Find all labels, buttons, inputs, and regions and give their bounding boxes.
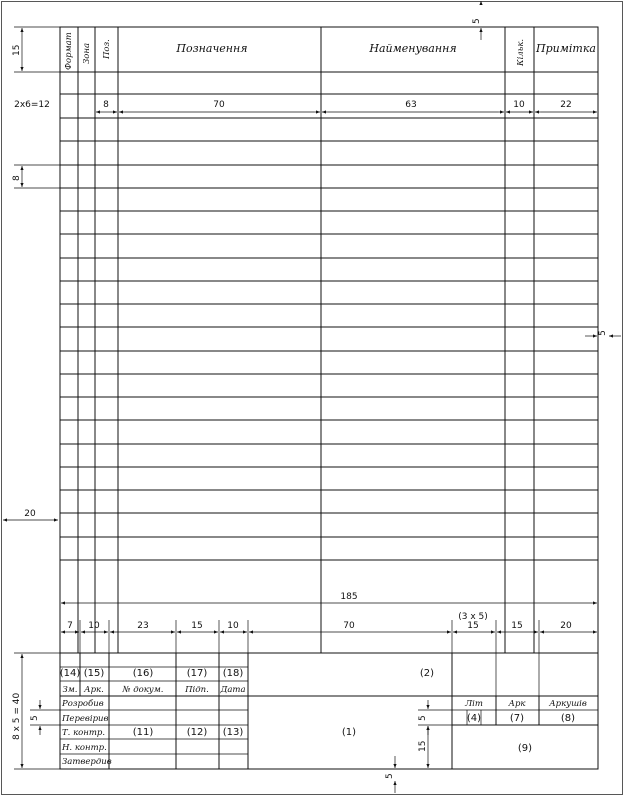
tb-label-zm: Зм. [62,685,78,695]
header-pos: Поз. [102,39,112,59]
header-zone: Зона [82,42,92,64]
tb-field-4: (4) [466,713,482,724]
dim-tb-row-label: 5 [30,715,40,721]
tb-field-8: (8) [560,713,576,724]
tb-field-16: (16) [132,668,154,679]
dim-col-note-label: 22 [560,100,572,110]
tb-field-7: (7) [509,713,525,724]
header-designation: Позначення [176,42,248,55]
dim-col-qty [506,100,533,112]
tb-field-14: (14) [59,668,81,679]
tb-dim-c3: 23 [137,621,149,631]
dim-col-name [322,100,504,112]
dim-col-designation-label: 70 [213,100,225,110]
dim-left-margin-label: 20 [24,509,36,519]
dim-tb-height-label: 8 x 5 = 40 [12,692,22,740]
tb-field-13: (13) [222,727,244,738]
tb-dim-c6: 70 [343,621,355,631]
tb-field-17: (17) [186,668,208,679]
tb-field-1: (1) [341,727,357,738]
tb-label-sheet: Арк [508,699,526,709]
table-columns [78,27,534,653]
dim-col-pos-label: 8 [103,100,109,110]
dim-bottom-margin-label: 5 [385,773,395,779]
dim-tb-right-row-label: 5 [418,715,428,721]
dim-col-designation [119,100,320,112]
dim-tb-right-row [418,700,452,735]
dim-tb-row [30,700,60,735]
tb-field-15: (15) [83,668,105,679]
tb-label-n-control: Н. контр. [62,743,107,753]
tb-label-checked: Перевірив [62,714,109,724]
header-format: Формат [64,32,74,70]
tb-field-12: (12) [186,727,208,738]
tb-field-2: (2) [419,668,435,679]
tb-label-sign: Підп. [185,685,209,695]
dim-tb-right-block [418,726,452,769]
dim-row-height-label: 8 [12,175,22,181]
dim-row-height [12,165,60,188]
tb-label-ark: Арк. [84,685,104,695]
tb-field-11: (11) [132,727,154,738]
header-name: Найменування [369,42,457,55]
tb-field-18: (18) [222,668,244,679]
tb-label-doc-no: № докум. [122,685,164,695]
dim-right-margin-label: 5 [598,330,608,336]
tb-dim-c9: 20 [560,621,572,631]
dim-tb-right-block-label: 15 [418,740,428,752]
header-qty: Кільк. [516,38,526,66]
dim-header-height-label: 15 [12,44,22,56]
dim-col-note [535,100,597,112]
tb-dim-c7: 15 [467,621,479,631]
dim-total-width [61,592,597,603]
dim-header-height [12,27,60,72]
header-note: Примітка [536,42,596,55]
tb-label-developed: Розробив [62,699,104,709]
tb-field-9: (9) [517,743,533,754]
tb-dim-c8: 15 [511,621,523,631]
dim-left-margin [3,509,58,520]
dim-total-width-label: 185 [340,592,358,602]
tb-dim-c2: 10 [88,621,100,631]
tb-label-t-control: Т. контр. [62,728,106,738]
dim-bottom-margin [385,756,404,793]
tb-dim-c5: 10 [227,621,239,631]
drawing-frame [60,27,598,769]
dim-col-name-label: 63 [405,100,417,110]
tb-dim-c4: 15 [191,621,203,631]
dim-right-margin [585,326,621,344]
dim-top-margin-label: 5 [472,18,482,24]
tb-label-sheets: Аркушів [549,699,587,709]
tb-label-date: Дата [220,685,246,695]
dim-col-pos [96,100,117,112]
tb-label-approved: Затвердив [62,757,112,767]
dim-top-margin [472,1,490,40]
dim-tb-height [12,653,60,769]
dim-first-cols: 2x6=12 [14,100,50,110]
dim-col-qty-label: 10 [513,100,525,110]
table-rows [60,72,598,560]
tb-dim-c7-note: (3 x 5) [458,612,488,622]
tb-label-lit: Літ [465,699,483,709]
tb-dim-c1: 7 [67,621,73,631]
